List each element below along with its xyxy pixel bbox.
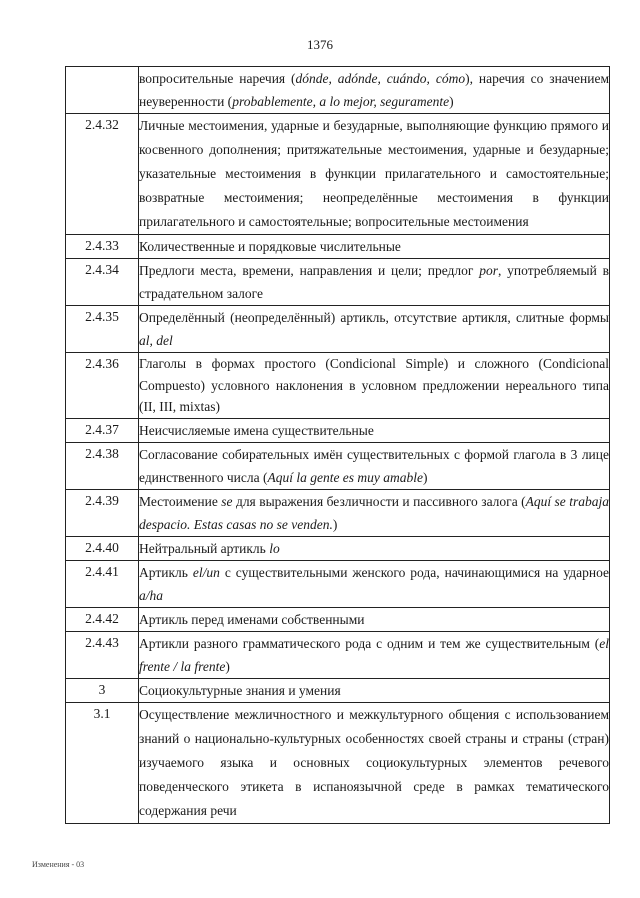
description-text: для выражения безличности и пассивного залога ( [232,493,526,509]
description-text: Местоимение [139,493,222,509]
table-row [66,353,610,419]
description-text: Неисчисляемые имена существительные [139,422,374,438]
table-row [66,306,610,353]
section-description [139,702,610,823]
section-code [66,67,139,114]
section-description [139,235,610,259]
section-code: 2.4.39 [66,489,139,536]
section-description [139,678,610,702]
table-row [66,678,610,702]
section-description [139,259,610,306]
italic-example-text: probablemente, a lo mejor, seguramente [232,94,450,109]
table-row [66,607,610,631]
description-text: ) [225,658,230,674]
section-code: 2.4.40 [66,536,139,560]
section-code: 2.4.38 [66,442,139,489]
description-text: Артикли разного грамматического рода с одним и тем же существительным ( [139,635,600,651]
table-row [66,418,610,442]
description-text: Согласование собирательных имён существительных с формой глагола в 3 лице единственного числа ( [139,446,609,485]
italic-example-text: a/ha [139,587,164,603]
footer-note: Изменения - 03 [32,860,85,869]
table-row [66,259,610,306]
section-code: 2.4.43 [66,631,139,678]
section-description [139,306,610,353]
section-description [139,353,610,419]
table-row [66,235,610,259]
table-row [66,442,610,489]
description-text: ) [423,469,428,485]
description-text: Социокультурные знания и умения [139,682,341,698]
page-number: 1376 [307,37,333,52]
description-text: Артикль перед именами собственными [139,611,365,627]
italic-example-text: por [479,263,498,278]
italic-example-text: se [221,493,233,509]
section-description [139,114,610,235]
table-row [66,489,610,536]
description-text: Глаголы в формах простого (Condicional Simple) и сложного (Condicional Compuesto) условного наклонения в условном предложении нереального типа (II, III, mixtas) [139,356,609,414]
italic-example-text: Aquí la gente es muy amable [267,469,424,485]
section-code: 2.4.34 [66,259,139,306]
table-row [66,631,610,678]
description-text: вопросительные наречия ( [139,71,296,86]
section-code: 2.4.36 [66,353,139,419]
italic-example-text: el frente / la frente [139,635,609,674]
section-description [139,418,610,442]
section-description [139,607,610,631]
italic-example-text: el/un [192,564,220,580]
table-row [66,560,610,607]
description-text: Нейтральный артикль [139,540,270,556]
section-code: 2.4.33 [66,235,139,259]
description-text: Определённый (неопределённый) артикль, отсутствие артикля, слитные формы [139,310,609,325]
description-text: , употребляемый в страдательном залоге [139,263,609,301]
table-row [66,702,610,823]
section-description [139,536,610,560]
description-text: Осуществление межличностного и межкультурного общения с использованием знаний о национально-культурных особенностях своей страны и страны (стран) изучаемого языка и основных социокультурных элементов речевого поведенческого этикета в испаноязычной среде в рамках тематического содержания речи [139,706,609,818]
description-text: Артикль [139,564,193,580]
description-text: с существительными женского рода, начинающимися на ударное [219,564,609,580]
section-description [139,489,610,536]
content-table [65,66,610,824]
section-description [139,67,610,114]
italic-example-text: lo [269,540,280,556]
section-description [139,442,610,489]
description-text: ) [449,94,454,109]
section-code: 2.4.42 [66,607,139,631]
italic-example-text: al, del [139,333,173,348]
italic-example-text: Aquí se trabaja despacio. Estas casas no se venden. [139,493,609,532]
section-code: 2.4.32 [66,114,139,235]
description-text: Количественные и порядковые числительные [139,239,401,254]
description-text: ), наречия со значением неуверенности ( [139,71,610,109]
italic-example-text: dónde, adónde, cuándo, cómo [295,71,466,86]
description-text: Предлоги места, времени, направления и цели; предлог [139,263,480,278]
section-code: 2.4.35 [66,306,139,353]
table-row [66,67,610,114]
description-text: ) [332,516,338,532]
table-row [66,536,610,560]
table-row [66,114,610,235]
section-code: 2.4.41 [66,560,139,607]
section-code: 3.1 [66,702,139,823]
section-description [139,560,610,607]
section-description [139,631,610,678]
section-code: 2.4.37 [66,418,139,442]
description-text: Личные местоимения, ударные и безударные, выполняющие функцию прямого и косвенного дополнения; притяжательные местоимения, ударные и безударные; указательные местоимения в функции прилагательного и самостоятельные; возвратные местоимения; неопределённые местоимения в функции прилагательного и самостоятельные; вопросительные местоимения [139,118,609,229]
section-code: 3 [66,678,139,702]
